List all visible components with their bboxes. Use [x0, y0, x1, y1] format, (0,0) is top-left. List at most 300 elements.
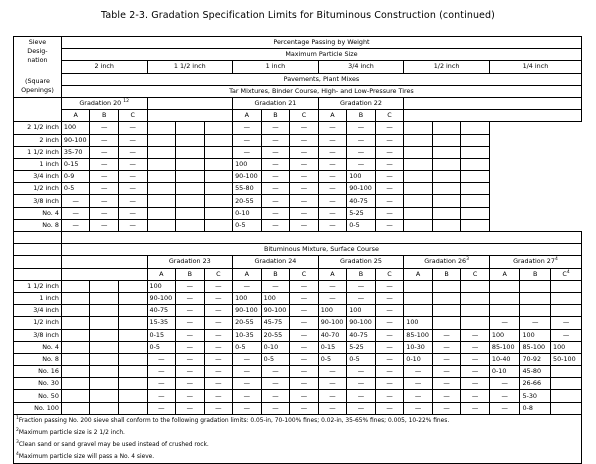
- value-cell: —: [233, 378, 262, 390]
- value-cell: —: [375, 329, 404, 341]
- value-cell: [404, 292, 433, 304]
- value-cell: —: [318, 378, 347, 390]
- value-cell: —: [461, 378, 490, 390]
- value-cell: 0-15: [318, 341, 347, 353]
- gradation-24-header: Gradation 24: [233, 256, 319, 268]
- value-cell: —: [261, 390, 290, 402]
- value-cell: —: [551, 329, 582, 341]
- value-cell: [404, 305, 433, 317]
- value-cell: —: [90, 207, 119, 219]
- value-cell: —: [290, 195, 319, 207]
- value-cell: —: [61, 195, 90, 207]
- value-cell: [61, 329, 90, 341]
- footnote-text: Maximum particle size is 2 1/2 inch.: [18, 429, 125, 436]
- value-cell: —: [204, 366, 233, 378]
- sieve-size-cell: No. 4: [14, 207, 62, 219]
- value-cell: —: [204, 341, 233, 353]
- sieve-header-line: Desig-: [27, 47, 48, 56]
- value-cell: —: [118, 122, 147, 134]
- value-cell: —: [176, 353, 205, 365]
- value-cell: [432, 195, 461, 207]
- value-cell: 100: [489, 329, 520, 341]
- value-cell: —: [90, 146, 119, 158]
- blank-cell: [14, 268, 62, 280]
- value-cell: —: [176, 378, 205, 390]
- value-cell: —: [375, 122, 404, 134]
- table-row: [14, 341, 582, 353]
- value-cell: [61, 292, 90, 304]
- value-cell: [61, 378, 90, 390]
- value-cell: [147, 183, 176, 195]
- value-cell: [204, 195, 233, 207]
- value-cell: —: [375, 292, 404, 304]
- size-2in-header: 2 inch: [61, 61, 147, 73]
- table-row: [14, 207, 582, 219]
- col-b-header: B: [520, 268, 551, 280]
- footnote-ref: 2: [126, 98, 130, 104]
- value-cell: 20-55: [261, 329, 290, 341]
- footnote-number: 4: [16, 451, 19, 457]
- value-cell: [90, 317, 119, 329]
- value-cell: 90-100: [261, 305, 290, 317]
- value-cell: [90, 390, 119, 402]
- footnote-number: 2: [16, 427, 19, 433]
- value-cell: [176, 146, 205, 158]
- value-cell: —: [318, 195, 347, 207]
- value-cell: —: [432, 390, 461, 402]
- value-cell: —: [176, 390, 205, 402]
- value-cell: —: [432, 366, 461, 378]
- value-cell: —: [461, 390, 490, 402]
- value-cell: —: [375, 317, 404, 329]
- col-b-header: B: [432, 268, 461, 280]
- value-cell: [90, 366, 119, 378]
- value-cell: 0-5: [233, 341, 262, 353]
- value-cell: 55-80: [233, 183, 262, 195]
- size-1in-header: 1 inch: [233, 61, 319, 73]
- sieve-size-cell: 1/2 inch: [14, 183, 62, 195]
- table-row: [14, 378, 582, 390]
- table-row: [14, 146, 582, 158]
- value-cell: [204, 219, 233, 231]
- footnote-text: Fraction passing No. 200 sieve shall conform to the following gradation limits: 0.05-in, 70-100% fines; 0.02-in, 35-65% fines; 0.005, 10-22% fines.: [18, 417, 450, 424]
- value-cell: —: [204, 378, 233, 390]
- value-cell: —: [61, 207, 90, 219]
- table-row: [14, 171, 582, 183]
- value-cell: [204, 146, 233, 158]
- value-cell: —: [432, 341, 461, 353]
- value-cell: 40-75: [147, 305, 176, 317]
- value-cell: —: [375, 402, 404, 414]
- value-cell: [461, 171, 490, 183]
- value-cell: [520, 292, 551, 304]
- value-cell: —: [375, 158, 404, 170]
- value-cell: [90, 378, 119, 390]
- value-cell: 0-5: [233, 219, 262, 231]
- value-cell: [118, 341, 147, 353]
- table-row: [14, 134, 582, 146]
- value-cell: [204, 158, 233, 170]
- value-cell: —: [118, 207, 147, 219]
- value-cell: 100: [347, 305, 376, 317]
- gradation-27-header: [489, 256, 581, 268]
- sieve-header: [14, 37, 62, 98]
- value-cell: [90, 353, 119, 365]
- col-b-header: B: [261, 110, 290, 122]
- value-cell: [551, 402, 582, 414]
- value-cell: [176, 195, 205, 207]
- value-cell: 70-92: [520, 353, 551, 365]
- value-cell: 40-75: [347, 195, 376, 207]
- value-cell: [551, 292, 582, 304]
- value-cell: 0-10: [233, 207, 262, 219]
- value-cell: [404, 122, 433, 134]
- col-a-header: A: [318, 268, 347, 280]
- value-cell: 90-100: [347, 317, 376, 329]
- value-cell: —: [118, 146, 147, 158]
- value-cell: —: [375, 183, 404, 195]
- value-cell: 100: [261, 292, 290, 304]
- value-cell: —: [375, 353, 404, 365]
- blank-cell: [61, 232, 581, 244]
- value-cell: 0-9: [61, 171, 90, 183]
- blank-cell: [61, 268, 147, 280]
- value-cell: [118, 378, 147, 390]
- value-cell: 100: [404, 317, 433, 329]
- value-cell: [90, 305, 119, 317]
- value-cell: [551, 378, 582, 390]
- value-cell: 90-100: [147, 292, 176, 304]
- value-cell: [118, 317, 147, 329]
- value-cell: —: [118, 171, 147, 183]
- col-a-header: A: [233, 110, 262, 122]
- value-cell: —: [204, 402, 233, 414]
- value-cell: 10-35: [233, 329, 262, 341]
- sieve-size-cell: 2 inch: [14, 134, 62, 146]
- table-row: [14, 292, 582, 304]
- footnote: [16, 439, 579, 451]
- value-cell: —: [204, 353, 233, 365]
- table-row: [14, 195, 582, 207]
- col-c-header: C: [118, 110, 147, 122]
- value-cell: —: [347, 134, 376, 146]
- value-cell: [204, 183, 233, 195]
- value-cell: —: [318, 183, 347, 195]
- surface-course-header: Bituminous Mixture, Surface Course: [61, 244, 581, 256]
- value-cell: [461, 292, 490, 304]
- value-cell: —: [551, 317, 582, 329]
- value-cell: [551, 305, 582, 317]
- value-cell: —: [375, 341, 404, 353]
- col-a-header: A: [147, 268, 176, 280]
- sieve-header-line: Sieve: [28, 38, 47, 47]
- value-cell: [176, 134, 205, 146]
- col-c-header: C: [290, 110, 319, 122]
- value-cell: —: [318, 219, 347, 231]
- value-cell: —: [261, 183, 290, 195]
- value-cell: —: [318, 158, 347, 170]
- footnote: [16, 451, 579, 463]
- sieve-size-cell: 1 1/2 inch: [14, 280, 62, 292]
- value-cell: 0-8: [520, 402, 551, 414]
- col-c-header: C: [375, 110, 404, 122]
- value-cell: [61, 305, 90, 317]
- value-cell: 5-25: [347, 207, 376, 219]
- blank-cell: [147, 110, 233, 122]
- value-cell: [404, 171, 433, 183]
- value-cell: —: [204, 390, 233, 402]
- col-a-header: A: [61, 110, 90, 122]
- value-cell: —: [375, 134, 404, 146]
- value-cell: 0-10: [489, 366, 520, 378]
- value-cell: [90, 402, 119, 414]
- sieve-size-cell: No. 50: [14, 390, 62, 402]
- value-cell: 100: [233, 158, 262, 170]
- value-cell: —: [290, 122, 319, 134]
- value-cell: —: [261, 195, 290, 207]
- value-cell: 0-5: [347, 219, 376, 231]
- value-cell: —: [461, 402, 490, 414]
- value-cell: 5-25: [347, 341, 376, 353]
- value-cell: —: [233, 353, 262, 365]
- value-cell: —: [318, 207, 347, 219]
- value-cell: [118, 329, 147, 341]
- value-cell: [118, 390, 147, 402]
- value-cell: —: [290, 305, 319, 317]
- table-row: [14, 402, 582, 414]
- value-cell: [432, 134, 461, 146]
- size-3-4in-header: 3/4 inch: [318, 61, 404, 73]
- value-cell: —: [90, 183, 119, 195]
- value-cell: 0-10: [404, 353, 433, 365]
- value-cell: [551, 280, 582, 292]
- value-cell: —: [347, 378, 376, 390]
- value-cell: —: [61, 219, 90, 231]
- value-cell: [204, 122, 233, 134]
- value-cell: —: [318, 366, 347, 378]
- gradation-label: Gradation 26: [424, 257, 467, 266]
- value-cell: —: [290, 183, 319, 195]
- value-cell: [118, 280, 147, 292]
- col-a-header: A: [233, 268, 262, 280]
- col-c-label: C: [562, 269, 567, 278]
- value-cell: [118, 305, 147, 317]
- value-cell: —: [318, 390, 347, 402]
- value-cell: —: [290, 158, 319, 170]
- value-cell: —: [147, 402, 176, 414]
- col-b-header: B: [347, 268, 376, 280]
- table-row: [14, 329, 582, 341]
- sieve-size-cell: 1 inch: [14, 158, 62, 170]
- table-row: [14, 366, 582, 378]
- col-c-header: [551, 268, 582, 280]
- col-c-header: C: [204, 268, 233, 280]
- sieve-size-cell: 3/8 inch: [14, 329, 62, 341]
- footnote-number: 3: [16, 439, 19, 445]
- value-cell: —: [290, 134, 319, 146]
- footnote-text: Clean sand or sand gravel may be used instead of crushed rock.: [18, 441, 209, 448]
- value-cell: —: [404, 390, 433, 402]
- value-cell: —: [204, 329, 233, 341]
- value-cell: [90, 329, 119, 341]
- value-cell: [61, 317, 90, 329]
- value-cell: 100: [61, 122, 90, 134]
- value-cell: [432, 305, 461, 317]
- value-cell: —: [90, 219, 119, 231]
- value-cell: [147, 122, 176, 134]
- value-cell: —: [375, 207, 404, 219]
- value-cell: [432, 158, 461, 170]
- value-cell: 0-10: [261, 341, 290, 353]
- footnote-text: Maximum particle size will pass a No. 4 sieve.: [18, 453, 155, 460]
- value-cell: —: [318, 122, 347, 134]
- value-cell: —: [347, 390, 376, 402]
- value-cell: 5-30: [520, 390, 551, 402]
- table-row: [14, 219, 582, 231]
- value-cell: —: [318, 402, 347, 414]
- value-cell: [61, 280, 90, 292]
- value-cell: 100: [551, 341, 582, 353]
- value-cell: [404, 146, 433, 158]
- value-cell: —: [261, 402, 290, 414]
- value-cell: —: [233, 366, 262, 378]
- value-cell: [432, 171, 461, 183]
- value-cell: [147, 207, 176, 219]
- col-c-header: C: [375, 268, 404, 280]
- value-cell: [404, 183, 433, 195]
- value-cell: 0-5: [61, 183, 90, 195]
- value-cell: [520, 280, 551, 292]
- col-a-header: A: [318, 110, 347, 122]
- value-cell: 90-100: [318, 317, 347, 329]
- blank-cell: [14, 256, 62, 268]
- value-cell: —: [90, 171, 119, 183]
- table-row: [14, 183, 582, 195]
- value-cell: 35-70: [61, 146, 90, 158]
- value-cell: —: [432, 329, 461, 341]
- value-cell: [432, 219, 461, 231]
- value-cell: —: [290, 402, 319, 414]
- value-cell: [118, 366, 147, 378]
- value-cell: [176, 122, 205, 134]
- size-1-1-2in-header: 1 1/2 inch: [147, 61, 233, 73]
- footnote-ref: 3: [466, 257, 469, 263]
- value-cell: —: [290, 390, 319, 402]
- value-cell: —: [461, 353, 490, 365]
- value-cell: 26-66: [520, 378, 551, 390]
- value-cell: [404, 219, 433, 231]
- value-cell: —: [318, 280, 347, 292]
- gradation-table: [13, 36, 582, 464]
- value-cell: [489, 305, 520, 317]
- value-cell: —: [90, 122, 119, 134]
- value-cell: —: [375, 390, 404, 402]
- value-cell: [432, 292, 461, 304]
- col-a-header: A: [404, 268, 433, 280]
- value-cell: —: [318, 292, 347, 304]
- value-cell: 100: [520, 329, 551, 341]
- value-cell: [461, 207, 490, 219]
- gradation-label: Gradation 20: [79, 99, 122, 108]
- sieve-size-cell: 3/4 inch: [14, 305, 62, 317]
- blank-cell: [61, 256, 147, 268]
- value-cell: —: [375, 280, 404, 292]
- value-cell: [461, 134, 490, 146]
- value-cell: [61, 353, 90, 365]
- gradation-label: Gradation 27: [513, 257, 555, 266]
- gradation-20-header: [61, 97, 147, 109]
- value-cell: —: [347, 158, 376, 170]
- value-cell: [176, 171, 205, 183]
- value-cell: —: [233, 402, 262, 414]
- value-cell: [432, 207, 461, 219]
- blank-cell: [404, 97, 582, 109]
- value-cell: —: [347, 146, 376, 158]
- value-cell: 40-70: [318, 329, 347, 341]
- sieve-size-cell: No. 100: [14, 402, 62, 414]
- value-cell: —: [90, 158, 119, 170]
- blank-cell: [404, 110, 582, 122]
- value-cell: —: [461, 329, 490, 341]
- value-cell: —: [204, 305, 233, 317]
- value-cell: [461, 317, 490, 329]
- value-cell: —: [204, 317, 233, 329]
- value-cell: —: [318, 171, 347, 183]
- value-cell: 0-5: [318, 353, 347, 365]
- value-cell: [204, 207, 233, 219]
- value-cell: —: [347, 402, 376, 414]
- value-cell: —: [318, 134, 347, 146]
- value-cell: [147, 219, 176, 231]
- value-cell: —: [290, 378, 319, 390]
- value-cell: —: [290, 329, 319, 341]
- value-cell: [461, 280, 490, 292]
- blank-cell: [14, 244, 62, 256]
- value-cell: —: [404, 366, 433, 378]
- value-cell: —: [90, 134, 119, 146]
- value-cell: [147, 158, 176, 170]
- value-cell: —: [176, 280, 205, 292]
- footnote-ref: 4: [554, 257, 558, 263]
- gradation-21-header: Gradation 21: [233, 97, 319, 109]
- value-cell: —: [375, 305, 404, 317]
- value-cell: 90-100: [233, 305, 262, 317]
- value-cell: —: [290, 341, 319, 353]
- value-cell: 100: [318, 305, 347, 317]
- value-cell: 85-100: [489, 341, 520, 353]
- value-cell: —: [290, 146, 319, 158]
- value-cell: [147, 146, 176, 158]
- value-cell: —: [489, 402, 520, 414]
- value-cell: 10-30: [404, 341, 433, 353]
- value-cell: —: [290, 219, 319, 231]
- table-row: [14, 353, 582, 365]
- value-cell: 0-5: [147, 341, 176, 353]
- value-cell: —: [147, 378, 176, 390]
- sieve-size-cell: 3/4 inch: [14, 171, 62, 183]
- value-cell: —: [261, 378, 290, 390]
- table-row: [14, 317, 582, 329]
- sieve-size-cell: No. 30: [14, 378, 62, 390]
- table-row: [14, 280, 582, 292]
- value-cell: —: [375, 378, 404, 390]
- value-cell: [176, 207, 205, 219]
- value-cell: —: [147, 390, 176, 402]
- value-cell: —: [176, 366, 205, 378]
- value-cell: —: [233, 280, 262, 292]
- value-cell: [90, 292, 119, 304]
- value-cell: —: [347, 280, 376, 292]
